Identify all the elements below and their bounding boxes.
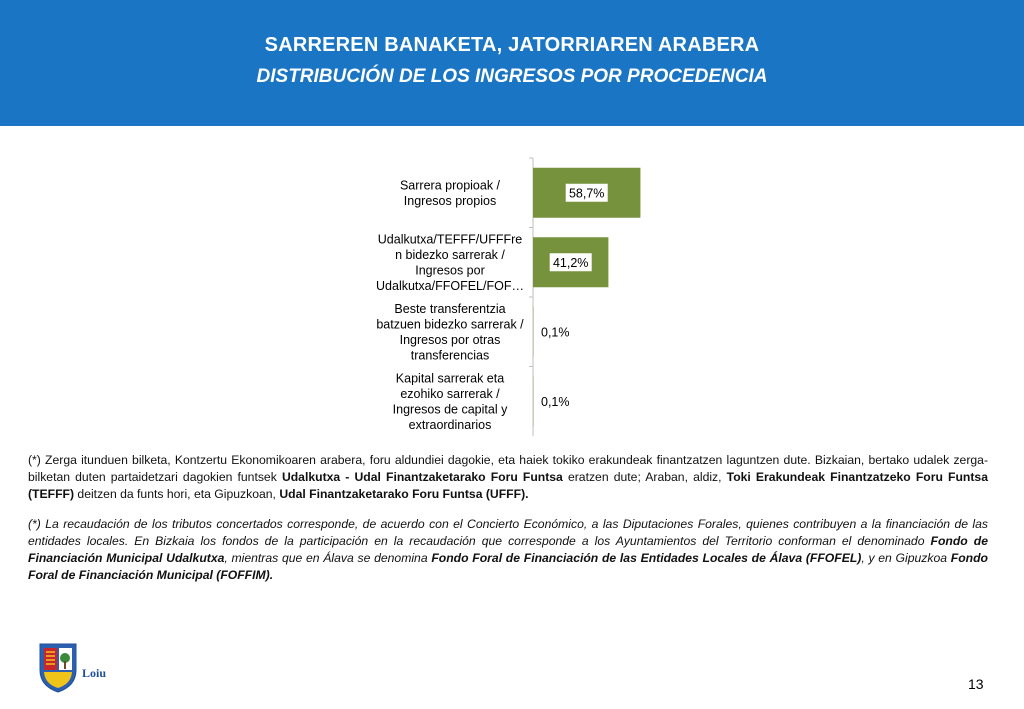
page-subtitle: DISTRIBUCIÓN DE LOS INGRESOS POR PROCEDENCIA bbox=[256, 66, 768, 87]
category-label bbox=[376, 233, 524, 294]
footnote-run: deitzen da funts hori, eta Gipuzkoan, bbox=[74, 487, 280, 501]
footnote-run: , y en Gipuzkoa bbox=[861, 551, 951, 565]
category-label-line: Ingresos por otras bbox=[399, 333, 501, 347]
logo-text: Loiu bbox=[82, 666, 107, 680]
category-label-line: ezohiko sarrerak / bbox=[400, 387, 500, 401]
footnote-run: Udalkutxa - Udal Finantzaketarako Foru Funtsa bbox=[281, 470, 563, 484]
footnote-run: Fondo de Financiación Municipal Udalkutxa bbox=[28, 534, 988, 565]
header-banner bbox=[0, 0, 1024, 126]
footnote-run: , mientras que en Álava se denomina bbox=[224, 551, 432, 565]
category-label-line: Udalkutxa/FFOFEL/FOF… bbox=[376, 279, 524, 293]
page-title: SARREREN BANAKETA, JATORRIAREN ARABERA bbox=[264, 34, 760, 56]
footnote-run: Fondo Foral de Financiación Municipal (FOFFIM). bbox=[28, 551, 988, 582]
data-label: 41,2% bbox=[552, 255, 589, 270]
category-label-line: batzuen bidezko sarrerak / bbox=[376, 317, 524, 332]
footnote-run: Fondo Foral de Financiación de las Entidades Locales de Álava (FFOFEL) bbox=[431, 551, 862, 565]
category-label-line: Udalkutxa/TEFFF/UFFFre bbox=[377, 232, 523, 247]
category-label-line: Sarrera propioak / bbox=[399, 178, 501, 193]
category-label-line: Ingresos de capital y bbox=[392, 402, 508, 417]
data-label: 0,1% bbox=[541, 394, 570, 409]
category-label-line: extraordinarios bbox=[408, 418, 492, 432]
footnote-run: Toki Erakundeak Finantzatzeko Foru Funtsa (TEFFF) bbox=[28, 470, 988, 501]
data-label: 58,7% bbox=[568, 186, 605, 201]
footnote-spanish bbox=[28, 516, 988, 584]
category-label-line: transferencias bbox=[410, 348, 490, 363]
category-label-line: Ingresos por bbox=[415, 263, 485, 278]
data-label: 0,1% bbox=[541, 325, 570, 340]
footnote-run: Udal Finantzaketarako Foru Funtsa (UFFF). bbox=[279, 487, 529, 501]
footnote-basque bbox=[28, 452, 988, 503]
category-label bbox=[393, 372, 508, 433]
category-label bbox=[376, 302, 524, 363]
coat-of-arms-logo bbox=[36, 640, 80, 694]
category-label-line: Beste transferentzia bbox=[394, 302, 506, 316]
footnote-run: (*) Zerga itunduen bilketa, Kontzertu Ekonomikoaren arabera, foru aldundiei dagokie, eta haiek tokiko erakundeak finantzatzen laguntzen dute. Bizkaian, bertako udalek zerga-bilketan duten partaidetzari dagokien funtsek bbox=[28, 453, 988, 484]
footnote-run: (*) La recaudación de los tributos concertados corresponde, de acuerdo con el Concierto Económico, a las Diputaciones Forales, quienes contribuyen a la financiación de las entidades locales. En Bizkaia los fondos de la participación en la recaudación que corresponde a los Ayuntamientos del Territorio conforman el denominado bbox=[28, 517, 988, 548]
category-label-line: n bidezko sarrerak / bbox=[395, 248, 505, 262]
bar-chart bbox=[0, 140, 1024, 440]
category-label bbox=[400, 179, 501, 209]
page-number: 13 bbox=[968, 676, 984, 692]
category-label-line: Kapital sarrerak eta bbox=[395, 371, 505, 386]
category-label-line: Ingresos propios bbox=[403, 194, 497, 208]
footnote-run: eratzen dute; Araban, aldiz, bbox=[562, 470, 727, 484]
